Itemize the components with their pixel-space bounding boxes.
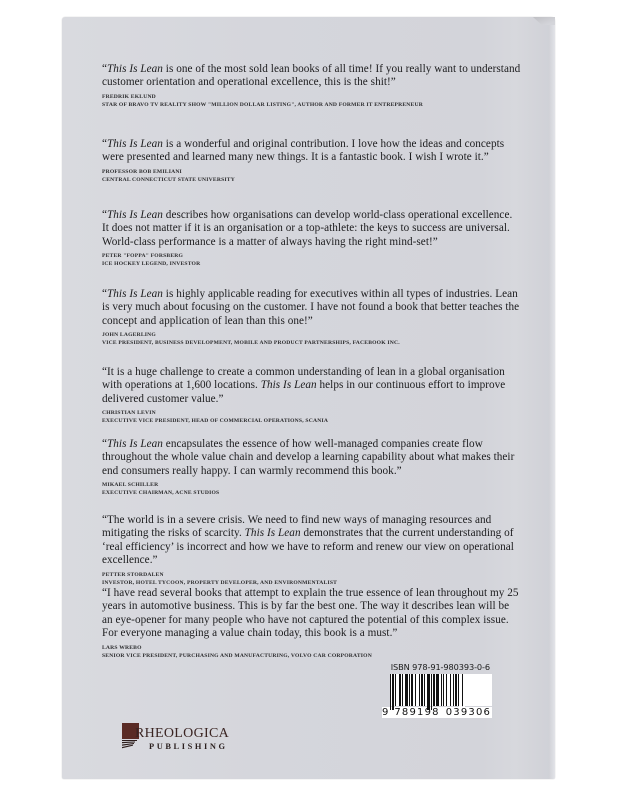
testimonial-author: PETTER STORDALEN [102,571,164,578]
testimonial-author-title: STAR OF BRAVO TV REALITY SHOW "MILLION DOLLAR LISTING", AUTHOR AND FORMER IT ENTREPRENEUR [102,101,423,108]
testimonial-text: “This Is Lean is a wonderful and original contribution. I love how the ideas and concepts were presented and learned many new things. It is a fantastic book. I wish I wrote it.” [102,138,505,164]
testimonial-author: MIKAEL SCHILLER [102,482,159,489]
testimonial-text: “This Is Lean encapsulates the essence of how well-managed companies create flow throughout the whole value chain and develop a learning capability about what makes their end consumers really happy. I can warmly recommend this book.” [102,438,515,477]
testimonial-author: LARS WREBO [102,644,142,651]
barcode-bars [390,674,492,706]
testimonial-author-title: EXECUTIVE VICE PRESIDENT, HEAD OF COMMERCIAL OPERATIONS, SCANIA [102,418,329,425]
publisher-subtitle: PUBLISHING [149,742,228,751]
barcode-digit-lead: 9 [382,707,389,718]
testimonial-text: “This Is Lean is one of the most sold lean books of all time! If you really want to understand customer orientation and operational excellence, this is the shit!” [102,63,521,89]
barcode-digit-group-1: 789198 [394,707,440,718]
testimonial-author: FREDRIK EKLUND [102,93,156,100]
publisher-logo [122,722,234,754]
testimonial [102,63,522,109]
testimonial-author-title: CENTRAL CONNECTICUT STATE UNIVERSITY [102,176,235,183]
testimonial [102,209,522,268]
testimonial-text: “I have read several books that attempt to explain the true essence of lean throughout my 25 years in automotive business. This is by far the best one. The way it describes lean will be an eye-opener for many people who have not captured the potential of this complex issue. For everyone managing a value chain today, this book is a must.” [102,587,519,640]
testimonial-author-title: INVESTOR, HOTEL TYCOON, PROPERTY DEVELOPER, AND ENVIRONMENTALIST [102,579,338,586]
testimonial-author: PROFESSOR BOB EMILIANI [102,168,182,175]
publisher-name: RHEOLOGICA [135,726,229,741]
testimonial-author: PETER "FOPPA" FORSBERG [102,253,184,260]
testimonial-author: JOHN LAGERLING [102,332,156,339]
testimonial-author-title: EXECUTIVE CHAIRMAN, ACNE STUDIOS [102,490,220,497]
testimonial-text: “The world is in a severe crisis. We need to find new ways of managing resources and mitigating the risks of scarcity. This Is Lean demonstrates that the current understanding of ‘real efficiency’ is incorrect and how we have to reform and renew our view on operational excellence.” [102,514,514,567]
cover-edge [549,17,555,779]
book-back-cover [62,17,555,779]
testimonial-author: CHRISTIAN LEVIN [102,410,156,417]
testimonial-author-title: ICE HOCKEY LEGEND, INVESTOR [102,261,201,268]
testimonial [102,587,522,660]
testimonial-text: “It is a huge challenge to create a common understanding of lean in a global organisation with operations at 1,600 locations. This Is Lean helps in our continuous effort to improve delivered customer value.” [102,366,506,405]
testimonial [102,138,522,184]
testimonial-text: “This Is Lean describes how organisations can develop world-class operational excellence. It does not matter if it is an organisation or a top-athlete: the keys to success are universal. World-class performance is a matter of always having the right mind-set!” [102,209,513,248]
testimonial-text: “This Is Lean is highly applicable reading for executives within all types of industries. Lean is very much about focusing on the customer. I have not found a book that better teaches the concept and application of lean than this one!” [102,288,520,327]
barcode-digit-group-2: 039306 [445,707,492,718]
testimonial [102,366,522,425]
testimonial-author-title: VICE PRESIDENT, BUSINESS DEVELOPMENT, MOBILE AND PRODUCT PARTNERSHIPS, FACEBOOK INC. [102,340,400,347]
testimonial-author-title: SENIOR VICE PRESIDENT, PURCHASING AND MANUFACTURING, VOLVO CAR CORPORATION [102,652,372,659]
isbn-label: ISBN 978-91-980393-0-6 [390,662,490,672]
cover-corner-fold [533,17,555,25]
testimonial [102,514,522,587]
testimonial [102,438,522,497]
barcode-digits [382,707,492,718]
isbn-barcode [382,662,492,718]
testimonial [102,288,522,347]
